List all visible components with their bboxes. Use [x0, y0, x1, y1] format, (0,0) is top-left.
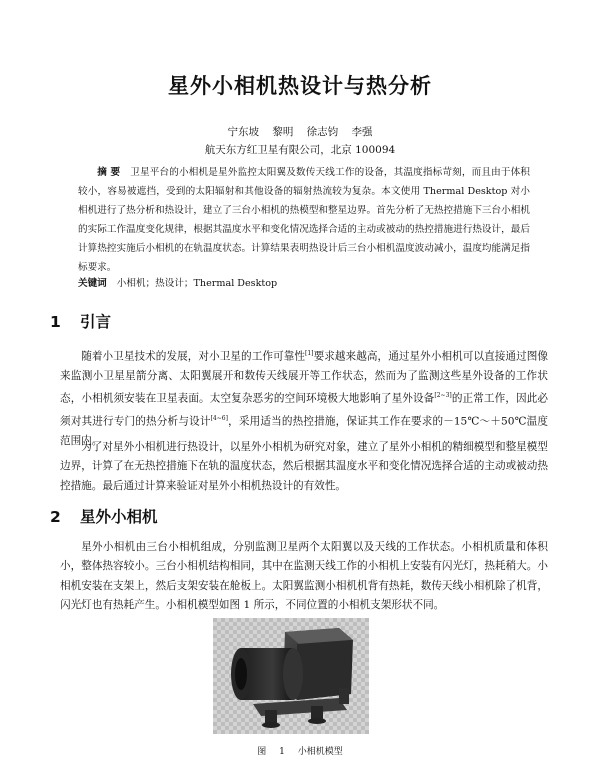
- author-list: 宁东坡 黎明 徐志钧 李强: [227, 126, 373, 138]
- section-1-paragraph-2: 为了对星外小相机进行热设计，以星外小相机为研究对象，建立了星外小相机的精细模型和整星模型边界，计算了在无热控措施下在轨的温度状态，然后根据其温度水平和变化情况选择合适的主动或被动热控措施。最后通过计算来验证对星外小相机热设计的有效性。: [60, 441, 548, 492]
- text-run: 的正常工作，因此必须对其进行专门的热分析与设计: [60, 392, 549, 428]
- paper-title: 星外小相机热设计与热分析: [168, 74, 432, 98]
- section-2-paragraph-1: 星外小相机由三台小相机组成，分别监测卫星两个太阳翼以及天线的工作状态。小相机质量和体积小，整体热容较小。三台小相机结构相同，其中在监测天线工作的小相机上安装有闪光灯，热耗稍大。小相机安装在支架上，然后支架安装在舱板上。太阳翼监测小相机机背有热耗，数传天线小相机除了机背，闪光灯也有热耗产生。小相机模型如图 1 所示，不同位置的小相机支架形状不同。: [60, 541, 548, 611]
- section-2-number: 2: [50, 508, 61, 526]
- abstract-label: 摘 要: [97, 167, 121, 178]
- camera-model-image: [213, 618, 369, 734]
- section-1-title: 引言: [80, 313, 112, 331]
- figure-1-caption: 图 1 小相机模型: [257, 747, 343, 757]
- text-run: 要求越来越高，通过星外小相机可以直接通过图像来监测小卫星星箭分离、太阳翼展开和数传天线展开等工作状态，然而为了监测这些星外设备的工作状态，小相机须安装在卫星表面。太空复杂恶劣的空间环境极大地影响了星外设备: [60, 350, 548, 405]
- text-run: ，采用适当的热控措施，保证其工作在要求的－15℃～＋50℃温度范围内。: [60, 415, 548, 447]
- keywords: [78, 275, 530, 289]
- abstract: [78, 163, 530, 277]
- section-1-number: 1: [50, 313, 61, 331]
- section-1-heading: [50, 310, 111, 332]
- keywords-label: 关键词: [78, 278, 107, 289]
- figure-1-camera-model: [213, 618, 369, 734]
- section-2-heading: [50, 505, 158, 527]
- section-1-paragraph-1: [60, 344, 548, 451]
- abstract-text: 卫星平台的小相机是星外监控太阳翼及数传天线工作的设备，其温度指标苛刻，而且由于体积较小，容易被遮挡，受到的太阳辐射和其他设备的辐射热流较为复杂。本文使用 Thermal Desktop 对小相机进行了热分析和热设计，建立了三台小相机的热模型和整星边界。首先分析了无热控措施下三台小相机的实际工作温度变化规律，根据其温度水平和变化情况选择合适的主动或被动的热控措施进行热设计，最后计算热控实施后小相机的在轨温度状态。计算结果表明热设计后三台小相机温度波动减小，温度均能满足指标要求。: [78, 167, 530, 273]
- citation: [2~3]: [434, 392, 452, 400]
- section-2-title: 星外小相机: [80, 508, 158, 526]
- keywords-text: 小相机；热设计；Thermal Desktop: [116, 278, 278, 289]
- affiliation: 航天东方红卫星有限公司，北京 100094: [204, 144, 396, 156]
- citation: [4~6]: [210, 414, 228, 422]
- citation: [1]: [305, 350, 314, 357]
- text-run: 随着小卫星技术的发展，对小卫星的工作可靠性: [81, 350, 306, 363]
